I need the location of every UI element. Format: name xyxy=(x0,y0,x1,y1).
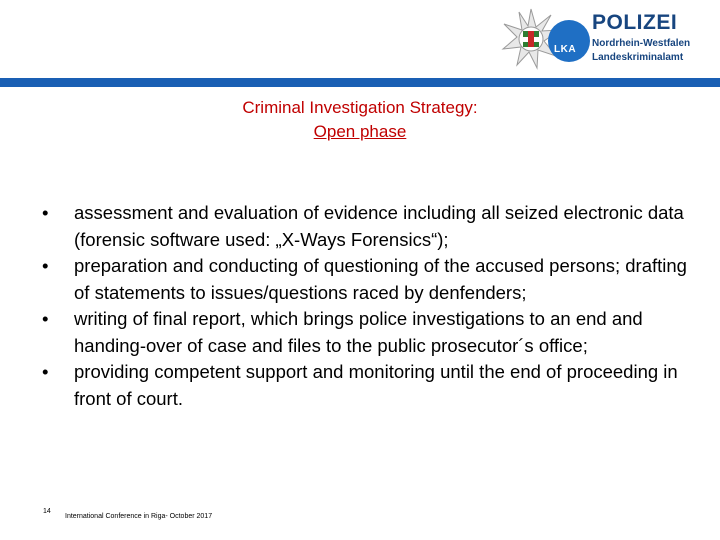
bullet-list xyxy=(42,200,702,412)
lka-badge-text: LKA xyxy=(554,44,577,55)
bullet-item xyxy=(42,359,702,412)
page-number: 14 xyxy=(43,508,51,515)
lka-badge xyxy=(548,20,590,62)
logo-agency: Landeskriminalamt xyxy=(592,52,684,63)
footer-text: International Conference in Riga- October 2017 xyxy=(65,513,213,520)
slide-title-line2: Open phase xyxy=(313,122,407,141)
slide-title xyxy=(0,96,720,144)
bullet-text: writing of final report, which brings police investigations to an end and handing-over of case and files to the public prosecutor´s office; xyxy=(74,308,643,356)
bullet-item xyxy=(42,306,702,359)
bullet-item xyxy=(42,253,702,306)
bullet-text: preparation and conducting of questioning of the accused persons; drafting of statements to issues/questions raced by denfenders; xyxy=(74,255,687,303)
bullet-marker: • xyxy=(42,202,49,223)
header-logo xyxy=(500,6,710,72)
bullet-text: providing competent support and monitoring until the end of proceeding in front of court. xyxy=(74,361,678,409)
header-divider-bar xyxy=(0,78,720,87)
bullet-marker: • xyxy=(42,255,49,276)
logo-brand: POLIZEI xyxy=(592,11,678,34)
bullet-text: assessment and evaluation of evidence including all seized electronic data (forensic software used: „X-Ways Forensics“); xyxy=(74,202,684,250)
bullet-marker: • xyxy=(42,361,49,382)
bullet-item xyxy=(42,200,702,253)
logo-region: Nordrhein-Westfalen xyxy=(592,38,691,49)
slide-title-line1: Criminal Investigation Strategy: xyxy=(242,98,478,117)
bullet-marker: • xyxy=(42,308,49,329)
